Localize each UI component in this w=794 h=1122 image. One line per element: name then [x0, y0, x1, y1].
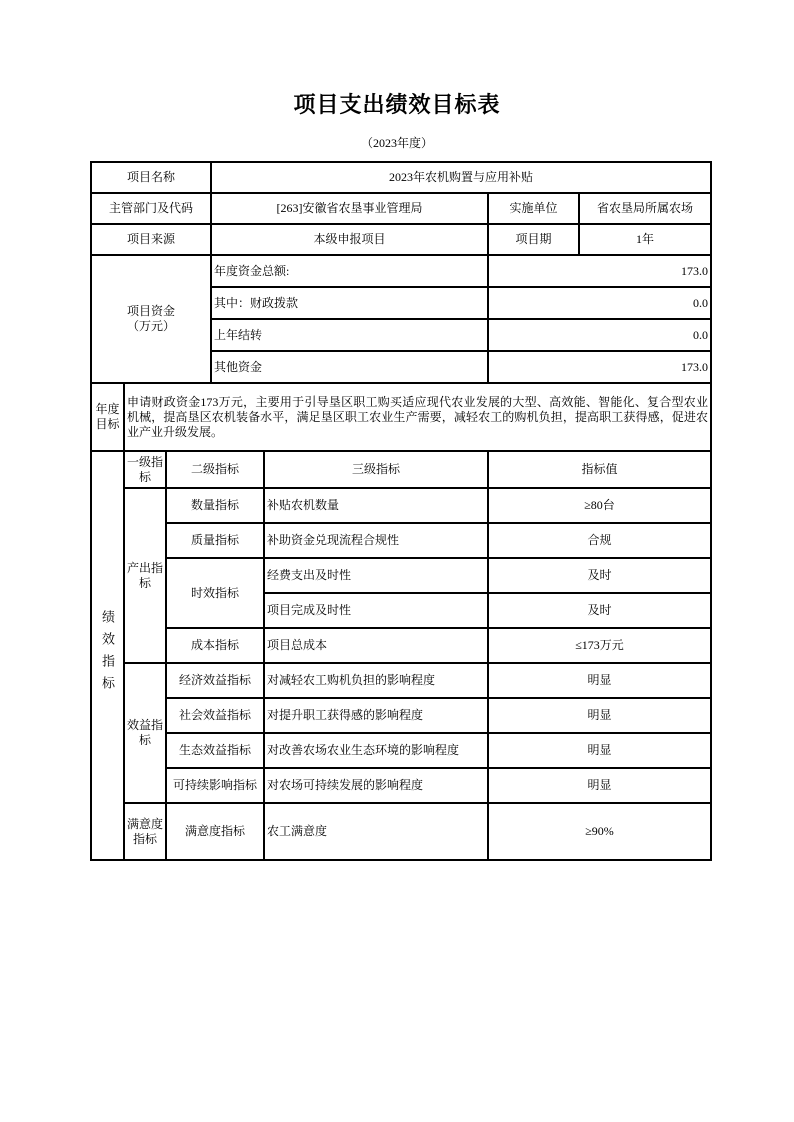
- value-cell: 合规: [488, 523, 711, 558]
- fund-item-carryover: 上年结转: [211, 319, 488, 351]
- indicator-header-row: [91, 451, 711, 488]
- indicator-row: [91, 488, 711, 523]
- indicator-row: [91, 733, 711, 768]
- value-cell: 及时: [488, 558, 711, 593]
- project-name-row: [91, 162, 711, 193]
- l2-cell: 数量指标: [166, 488, 264, 523]
- project-name-label: 项目名称: [91, 162, 211, 193]
- project-name-value: 2023年农机购置与应用补贴: [211, 162, 711, 193]
- l2-cell: 生态效益指标: [166, 733, 264, 768]
- fund-item-total: 年度资金总额:: [211, 255, 488, 287]
- indicator-row: [91, 523, 711, 558]
- funds-row: [91, 255, 711, 287]
- group-benefit-label: 效益指标: [124, 663, 166, 803]
- fund-value-other: 173.0: [488, 351, 711, 383]
- header-value: 指标值: [488, 451, 711, 488]
- indicator-row: [91, 558, 711, 593]
- l3-cell: 对农场可持续发展的影响程度: [264, 768, 488, 803]
- value-cell: 明显: [488, 663, 711, 698]
- header-l1: 一级指标: [124, 451, 166, 488]
- l3-cell: 对改善农场农业生态环境的影响程度: [264, 733, 488, 768]
- value-cell: 明显: [488, 733, 711, 768]
- impl-unit-label: 实施单位: [488, 193, 579, 224]
- indicator-row: [91, 768, 711, 803]
- l3-cell: 补助资金兑现流程合规性: [264, 523, 488, 558]
- funds-label: [91, 255, 211, 383]
- source-value: 本级申报项目: [211, 224, 488, 255]
- perf-section-label: [91, 451, 124, 860]
- header-l2: 二级指标: [166, 451, 264, 488]
- indicator-row: [91, 628, 711, 663]
- department-row: [91, 193, 711, 224]
- funds-label-line1: 项目资金: [127, 304, 176, 318]
- l2-cell: 经济效益指标: [166, 663, 264, 698]
- source-row: [91, 224, 711, 255]
- page-subtitle: （2023年度）: [360, 136, 433, 150]
- l3-cell: 项目总成本: [264, 628, 488, 663]
- fund-item-fiscal: 其中：财政拨款: [211, 287, 488, 319]
- annual-goal-row: [91, 383, 711, 451]
- value-cell: 及时: [488, 593, 711, 628]
- l3-cell: 对提升职工获得感的影响程度: [264, 698, 488, 733]
- impl-unit-value: 省农垦局所属农场: [579, 193, 711, 224]
- fund-item-other: 其他资金: [211, 351, 488, 383]
- value-cell: ≥80台: [488, 488, 711, 523]
- perf-section-label-text: 绩效指标: [100, 609, 115, 698]
- fund-value-total: 173.0: [488, 255, 711, 287]
- l2-cell: 时效指标: [166, 558, 264, 628]
- group-satisfaction-label: 满意度指标: [124, 803, 166, 860]
- value-cell: ≥90%: [488, 803, 711, 860]
- l3-cell: 对减轻农工购机负担的影响程度: [264, 663, 488, 698]
- annual-goal-label: 年度目标: [91, 383, 124, 451]
- funds-label-line2: （万元）: [127, 319, 176, 333]
- value-cell: 明显: [488, 698, 711, 733]
- l2-cell: 社会效益指标: [166, 698, 264, 733]
- indicator-row: [91, 663, 711, 698]
- period-label: 项目期: [488, 224, 579, 255]
- l3-cell: 补贴农机数量: [264, 488, 488, 523]
- header-l3: 三级指标: [264, 451, 488, 488]
- indicator-row: [91, 698, 711, 733]
- value-cell: 明显: [488, 768, 711, 803]
- period-value: 1年: [579, 224, 711, 255]
- department-label: 主管部门及代码: [91, 193, 211, 224]
- department-value: [263]安徽省农垦事业管理局: [211, 193, 488, 224]
- performance-target-table: [90, 161, 712, 861]
- group-output-label: 产出指标: [124, 488, 166, 663]
- l3-cell: 农工满意度: [264, 803, 488, 860]
- fund-value-fiscal: 0.0: [488, 287, 711, 319]
- page-title: 项目支出绩效目标表: [293, 92, 501, 117]
- value-cell: ≤173万元: [488, 628, 711, 663]
- l3-cell: 经费支出及时性: [264, 558, 488, 593]
- l3-cell: 项目完成及时性: [264, 593, 488, 628]
- l2-cell: 质量指标: [166, 523, 264, 558]
- l2-cell: 满意度指标: [166, 803, 264, 860]
- l2-cell: 成本指标: [166, 628, 264, 663]
- l2-cell: 可持续影响指标: [166, 768, 264, 803]
- source-label: 项目来源: [91, 224, 211, 255]
- annual-goal-text: 申请财政资金173万元，主要用于引导垦区职工购买适应现代农业发展的大型、高效能、智能化、复合型农业机械，提高垦区农机装备水平，满足垦区职工农业生产需要，减轻农工的购机负担，提高职工获得感，促进农业产业升级发展。: [124, 383, 711, 451]
- fund-value-carryover: 0.0: [488, 319, 711, 351]
- indicator-row: [91, 803, 711, 860]
